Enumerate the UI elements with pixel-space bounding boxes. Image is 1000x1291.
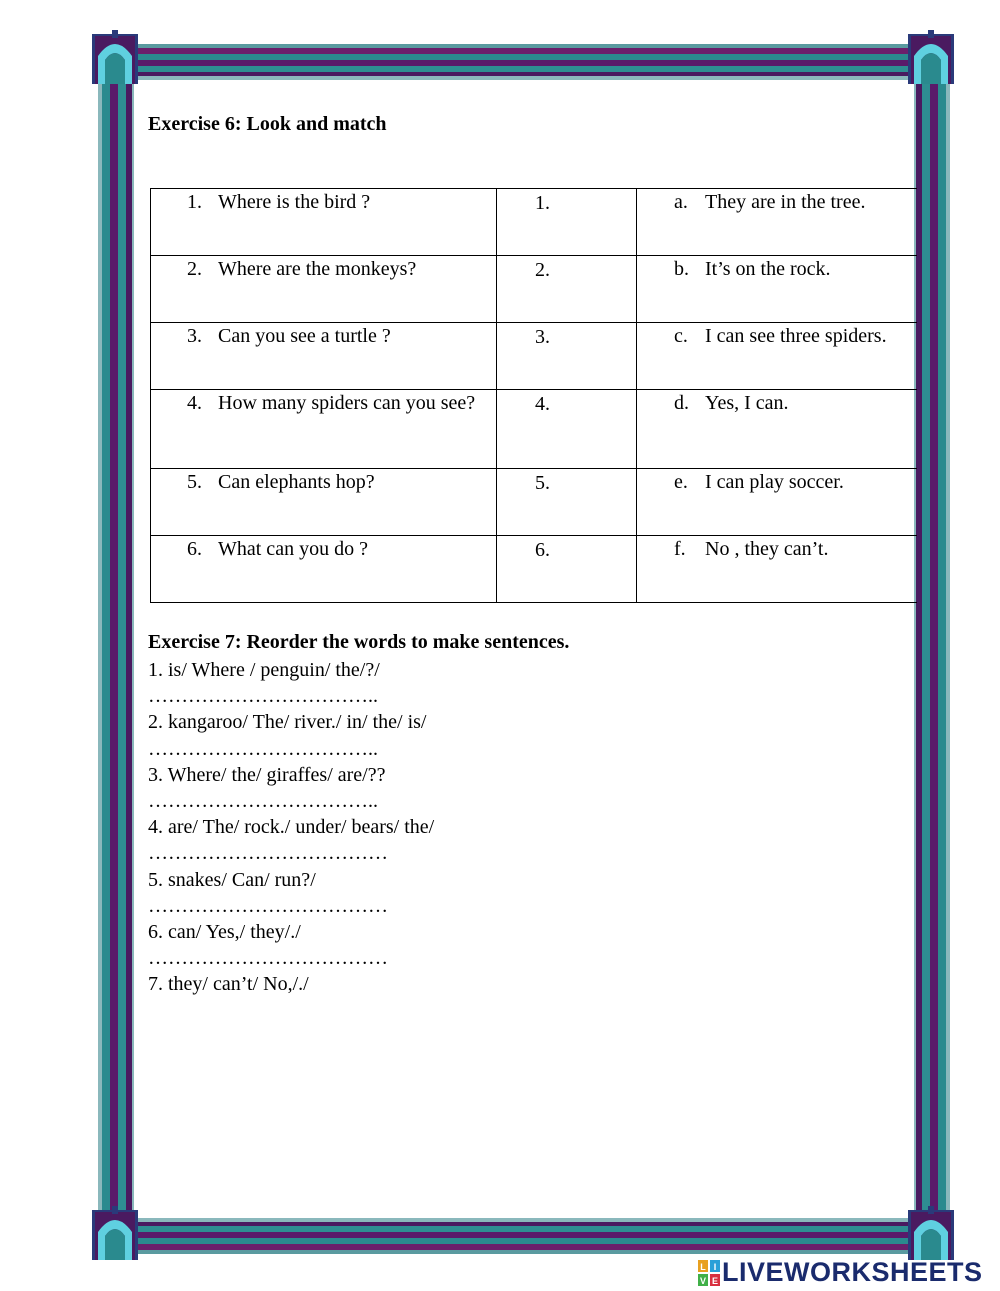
answer-blank[interactable]: 3. <box>535 326 550 348</box>
logo-letter: V <box>699 1275 707 1286</box>
border-left <box>98 80 134 1220</box>
logo-letter: E <box>711 1275 719 1286</box>
table-row <box>151 323 918 390</box>
question-text: Can elephants hop? <box>218 471 375 493</box>
answer-letter: c. <box>674 325 688 347</box>
exercise-7-title: Exercise 7: Reorder the words to make sentences. <box>148 631 570 653</box>
corner-arch-icon <box>92 1206 138 1260</box>
question-number: 1. <box>187 191 202 213</box>
question-number: 4. <box>187 392 202 414</box>
answer-blank[interactable]: 6. <box>535 539 550 561</box>
question-text: Can you see a turtle ? <box>218 325 391 347</box>
table-row <box>151 390 918 469</box>
border-top <box>118 44 918 80</box>
border-right <box>914 80 950 1220</box>
reorder-prompt: 6. can/ Yes,/ they/./ <box>148 921 301 944</box>
answer-text: They are in the tree. <box>705 191 866 213</box>
question-number: 3. <box>187 325 202 347</box>
liveworksheets-logo <box>698 1257 983 1288</box>
corner-arch-icon <box>92 30 138 84</box>
answer-blank[interactable]: 4. <box>535 393 550 415</box>
question-number: 6. <box>187 538 202 560</box>
table-row <box>151 469 918 536</box>
table-row <box>151 256 918 323</box>
logo-letter: I <box>713 1261 717 1272</box>
answer-text: No , they can’t. <box>705 538 829 560</box>
answer-letter: f. <box>674 538 686 560</box>
corner-arch-icon <box>908 1206 954 1260</box>
logo-letter: L <box>700 1261 706 1272</box>
answer-line[interactable]: …………………………….. <box>148 685 378 708</box>
answer-line[interactable]: …………………………….. <box>148 790 378 813</box>
answer-blank[interactable]: 1. <box>535 192 550 214</box>
question-text: How many spiders can you see? <box>218 392 476 414</box>
answer-blank[interactable]: 2. <box>535 259 550 281</box>
answer-text: It’s on the rock. <box>705 258 831 280</box>
answer-blank[interactable]: 5. <box>535 472 550 494</box>
question-number: 2. <box>187 258 202 280</box>
answer-letter: d. <box>674 392 689 414</box>
question-text: Where are the monkeys? <box>218 258 417 280</box>
corner-arch-icon <box>908 30 954 84</box>
table-row <box>151 536 918 603</box>
reorder-prompt: 1. is/ Where / penguin/ the/?/ <box>148 659 380 681</box>
reorder-prompt: 4. are/ The/ rock./ under/ bears/ the/ <box>148 816 435 839</box>
reorder-prompt: 7. they/ can’t/ No,/./ <box>148 973 309 996</box>
reorder-prompt: 5. snakes/ Can/ run?/ <box>148 868 316 891</box>
answer-text: Yes, I can. <box>705 392 789 414</box>
table-row <box>151 189 918 256</box>
answer-letter: b. <box>674 258 689 280</box>
answer-line[interactable]: ……………………………… <box>148 894 388 917</box>
answer-line[interactable]: ……………………………… <box>148 947 388 970</box>
reorder-prompt: 2. kangaroo/ The/ river./ in/ the/ is/ <box>148 711 427 734</box>
answer-line[interactable]: ……………………………… <box>148 842 388 865</box>
logo-text: LIVEWORKSHEETS <box>722 1257 983 1287</box>
border-bottom <box>118 1218 918 1254</box>
question-text: What can you do ? <box>218 538 368 560</box>
reorder-prompt: 3. Where/ the/ giraffes/ are/?? <box>148 763 386 786</box>
question-text: Where is the bird ? <box>218 191 371 213</box>
answer-letter: e. <box>674 471 688 493</box>
match-table <box>150 188 917 603</box>
question-number: 5. <box>187 471 202 493</box>
answer-text: I can see three spiders. <box>705 325 887 347</box>
liveworksheets-logo-icon <box>698 1260 720 1286</box>
answer-letter: a. <box>674 191 688 213</box>
answer-text: I can play soccer. <box>705 471 844 493</box>
answer-line[interactable]: …………………………….. <box>148 737 378 760</box>
exercise-6-title: Exercise 6: Look and match <box>148 113 387 135</box>
reorder-list <box>148 657 434 998</box>
